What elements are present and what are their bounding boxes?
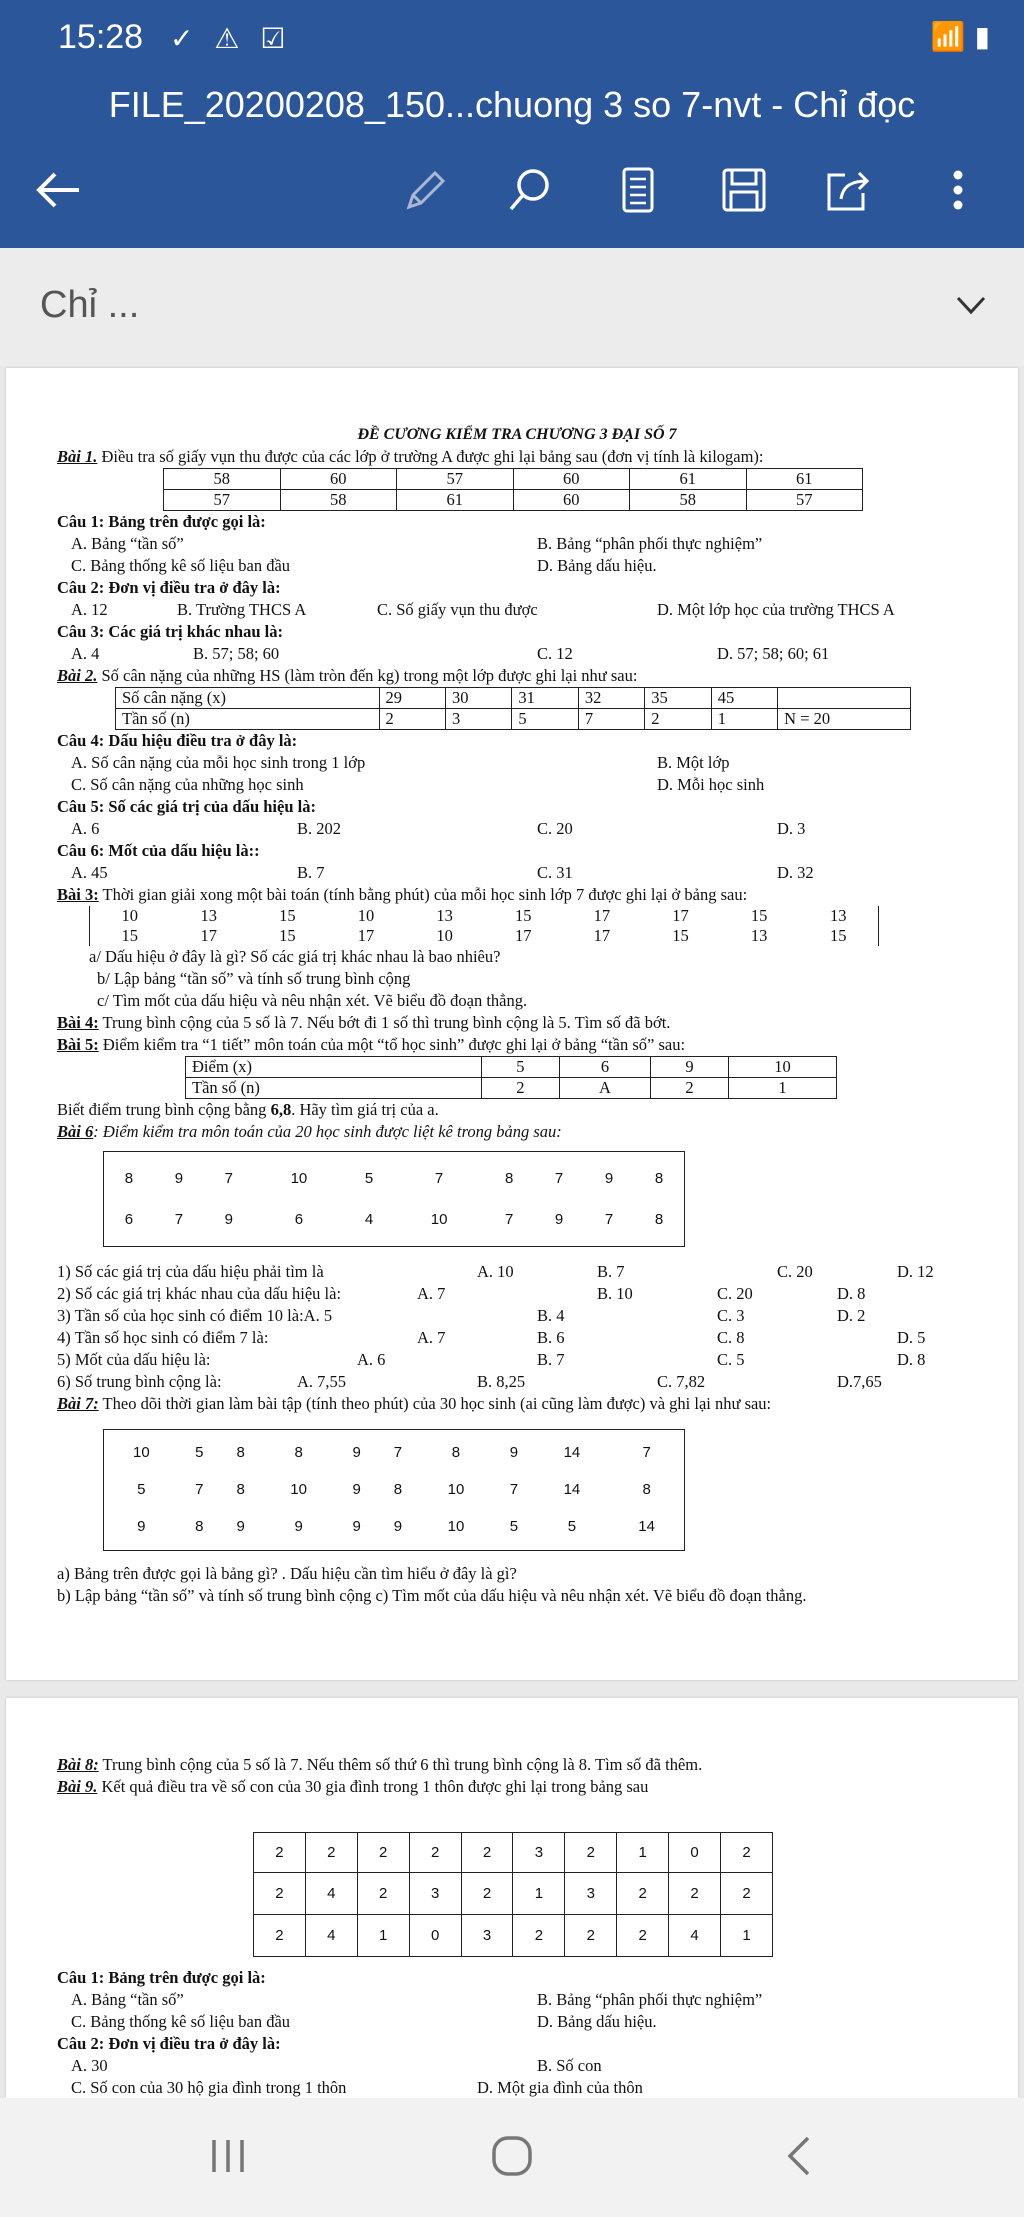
table-cell: Điểm (x) — [186, 1057, 482, 1078]
table-cell: 10 — [430, 1210, 448, 1228]
table-cell: 10 — [357, 906, 375, 925]
table-cell: 17 — [200, 926, 218, 945]
p2-c2-question: Câu 2: Đơn vị điều tra ở đây là: — [57, 2034, 281, 2053]
table-cell — [778, 688, 911, 709]
table-cell: 4 — [305, 1915, 357, 1957]
b1-text: Điều tra số giấy vụn thu được của các lớp ở trường A được ghi lại bảng sau (đơn vị tính là kilogam): — [97, 447, 764, 466]
pencil-icon — [401, 165, 451, 215]
q65: 5) Mốt của dấu hiệu là: — [57, 1350, 211, 1369]
system-nav-bar — [0, 2098, 1024, 2217]
table-cell: 7 — [434, 1169, 444, 1187]
arrow-left-icon — [33, 170, 83, 210]
table-cell: 8 — [642, 1480, 651, 1498]
option-b: B. Trường THCS A — [177, 600, 307, 619]
share-icon — [823, 165, 873, 215]
table-cell: 0 — [409, 1915, 461, 1957]
table-cell: 2 — [305, 1833, 357, 1873]
table-cell: 61 — [397, 490, 514, 511]
b2-text: Số cân nặng của những HS (làm tròn đến kg) trong một lớp được ghi lại như sau: — [97, 666, 638, 685]
table-cell: 2 — [254, 1833, 306, 1873]
option-c: C. 20 — [537, 819, 573, 838]
option-a: A. 6 — [71, 819, 100, 838]
table-cell: 17 — [593, 906, 611, 925]
b6-text: : Điểm kiểm tra môn toán của 20 học sinh được liệt kê trong bảng sau: — [93, 1122, 562, 1141]
q63: 3) Tần số của học sinh có điểm 10 là:A. 5 — [57, 1306, 333, 1325]
option-a: A. Bảng “tần số” — [71, 1990, 184, 2009]
table-cell: 3 — [409, 1873, 461, 1915]
option-b: B. Số con — [537, 2056, 602, 2075]
table-cell: 9 — [393, 1518, 403, 1536]
table-cell: 7 — [393, 1443, 403, 1461]
c2-question: Câu 2: Đơn vị điều tra ở đây là: — [57, 578, 281, 597]
b7-label: Bài 7: — [57, 1394, 99, 1413]
option-b: B. Bảng “phân phối thực nghiệm” — [537, 534, 763, 553]
option-c: C. 20 — [777, 1262, 813, 1281]
b1-label: Bài 1. — [57, 447, 98, 466]
c5-question: Câu 5: Số các giá trị của dấu hiệu là: — [57, 797, 316, 816]
table-cell: 10 — [447, 1518, 465, 1536]
option-b: B. 7 — [597, 1262, 625, 1281]
option-d: D. Mỗi học sinh — [657, 775, 765, 794]
table-cell: 2 — [461, 1833, 513, 1873]
option-b: B. 7 — [297, 863, 325, 882]
document-icon — [618, 165, 658, 215]
table-cell: Tần số (n) — [116, 709, 380, 730]
option-c: C. 20 — [717, 1284, 753, 1303]
option-a: A. 7,55 — [297, 1372, 347, 1391]
table-cell: 17 — [357, 926, 375, 945]
table-cell: 8 — [654, 1169, 664, 1187]
table-b2 — [115, 687, 911, 730]
option-c: C. Bảng thống kê số liệu ban đầu — [71, 2012, 291, 2031]
save-icon — [719, 165, 769, 215]
table-cell: Số cân nặng (x) — [116, 688, 380, 709]
option-c: C. 8 — [717, 1328, 745, 1347]
b8-text: Trung bình cộng của 5 số là 7. Nếu thêm số thứ 6 thì trung bình cộng là 8. Tìm số đã thêm. — [98, 1755, 703, 1774]
table-cell: 32 — [578, 688, 644, 709]
share-button[interactable] — [818, 160, 878, 220]
b3-text: Thời gian giải xong một bài toán (tính bằng phút) của mỗi học sinh lớp 7 được ghi lại ở bảng sau: — [98, 885, 748, 904]
c6-question: Câu 6: Mốt của dấu hiệu là:: — [57, 841, 260, 860]
table-cell: 58 — [630, 490, 747, 511]
option-c: C. 12 — [537, 644, 573, 663]
option-d: D.7,65 — [837, 1372, 882, 1391]
search-button[interactable] — [500, 160, 560, 220]
table-cell: 9 — [224, 1210, 234, 1228]
option-d: D. 57; 58; 60; 61 — [717, 644, 830, 663]
reading-view-button[interactable] — [608, 160, 668, 220]
table-cell: 1 — [617, 1833, 669, 1873]
option-d: D. 32 — [777, 863, 814, 882]
table-cell: 2 — [617, 1915, 669, 1957]
table-cell: 13 — [750, 926, 768, 945]
mode-bar[interactable] — [0, 248, 1024, 366]
option-d: D. 12 — [897, 1262, 934, 1281]
b9-text: Kết quả điều tra về số con của 30 gia đình trong 1 thôn được ghi lại trong bảng sau — [97, 1777, 649, 1796]
table-cell: 15 — [279, 926, 296, 945]
table-cell: 14 — [638, 1518, 655, 1536]
option-c: C. Số con của 30 hộ gia đình trong 1 thôn — [71, 2078, 347, 2097]
table-cell: 57 — [397, 469, 514, 490]
table-cell: 1 — [728, 1078, 836, 1099]
table-cell: 2 — [651, 1078, 729, 1099]
table-cell: 10 — [132, 1443, 150, 1461]
option-d: D. 2 — [837, 1306, 866, 1325]
table-cell: 58 — [164, 469, 281, 490]
table-cell: 2 — [482, 1078, 560, 1099]
b5-label: Bài 5: — [57, 1035, 99, 1054]
option-a: A. 4 — [71, 644, 100, 663]
table-cell: 60 — [280, 469, 397, 490]
table-cell: 1 — [711, 709, 777, 730]
save-button[interactable] — [714, 160, 774, 220]
table-cell: 6 — [559, 1057, 650, 1078]
b5-after-text-end: . Hãy tìm giá trị của a. — [291, 1100, 439, 1119]
option-c: C. Số cân nặng của những học sinh — [71, 775, 304, 794]
table-cell: 8 — [504, 1169, 514, 1187]
document-page-2 — [6, 1698, 1018, 2098]
b7-part-b: b) Lập bảng “tần số” và tính số trung bình cộng c) Tìm mốt của dấu hiệu và nêu nhận xét. Vẽ biểu đồ đoạn thẳng. — [57, 1586, 807, 1605]
table-cell: 10 — [121, 906, 138, 925]
table-cell: 2 — [645, 709, 711, 730]
table-cell: 45 — [711, 688, 777, 709]
table-cell: 7 — [504, 1210, 514, 1228]
table-cell: 31 — [512, 688, 578, 709]
table-cell: 8 — [654, 1210, 664, 1228]
option-a: A. 7 — [417, 1328, 446, 1347]
table-cell: 5 — [512, 709, 578, 730]
home-icon[interactable] — [490, 2134, 534, 2178]
table-cell: 8 — [451, 1443, 461, 1461]
b3-part-c: c/ Tìm mốt của dấu hiệu và nêu nhận xét. Vẽ biểu đồ đoạn thẳng. — [97, 991, 528, 1010]
table-cell: 5 — [567, 1518, 577, 1536]
table-cell: 2 — [461, 1873, 513, 1915]
table-cell: 13 — [436, 906, 453, 925]
table-cell: 15 — [672, 926, 689, 945]
table-cell: 2 — [379, 709, 445, 730]
p2-c1-question: Câu 1: Bảng trên được gọi là: — [57, 1968, 266, 1987]
option-a: A. 45 — [71, 863, 108, 882]
option-d: D. 8 — [837, 1284, 866, 1303]
q62: 2) Số các giá trị khác nhau của dấu hiệu là: — [57, 1284, 342, 1303]
q66: 6) Số trung bình cộng là: — [57, 1372, 222, 1391]
table-cell: 4 — [364, 1210, 374, 1228]
table-cell: 8 — [236, 1480, 245, 1498]
table-cell: 4 — [669, 1915, 721, 1957]
option-b: B. 57; 58; 60 — [193, 644, 280, 663]
table-cell: 17 — [514, 926, 532, 945]
table-cell: 3 — [513, 1833, 565, 1873]
table-cell: 9 — [604, 1169, 614, 1187]
table-cell: 3 — [565, 1873, 617, 1915]
table-b9 — [253, 1832, 773, 1957]
table-cell: 8 — [124, 1169, 134, 1187]
option-d: D. Bảng dấu hiệu. — [537, 2012, 657, 2031]
option-a: A. 30 — [71, 2056, 108, 2075]
table-cell: 8 — [294, 1443, 303, 1461]
table-cell: 57 — [746, 490, 863, 511]
option-d: D. Một gia đình của thôn — [477, 2078, 643, 2097]
table-cell: 5 — [482, 1057, 560, 1078]
table-cell: 2 — [565, 1915, 617, 1957]
table-cell: 9 — [352, 1480, 361, 1498]
table-cell: 15 — [829, 926, 847, 945]
table-cell: 1 — [721, 1915, 773, 1957]
table-b7 — [103, 1429, 685, 1551]
table-cell: 13 — [200, 906, 218, 925]
table-cell: 14 — [563, 1480, 581, 1498]
b3-label: Bài 3: — [57, 885, 99, 904]
option-d: D. 3 — [777, 819, 806, 838]
b5-after-text: Biết điểm trung bình cộng bằng — [57, 1100, 271, 1119]
edit-button[interactable] — [396, 160, 456, 220]
table-cell: 7 — [554, 1169, 564, 1187]
option-b: B. 6 — [537, 1328, 565, 1347]
table-cell: 15 — [279, 906, 296, 925]
table-cell: 60 — [513, 490, 630, 511]
c3-question: Câu 3: Các giá trị khác nhau là: — [57, 622, 283, 641]
b6-label: Bài 6 — [57, 1122, 94, 1141]
table-cell: 14 — [563, 1443, 581, 1461]
table-cell: 7 — [195, 1480, 204, 1498]
option-b: B. Bảng “phân phối thực nghiệm” — [537, 1990, 763, 2009]
option-a: A. Số cân nặng của mỗi học sinh trong 1 lớp — [71, 753, 366, 772]
option-c: C. 5 — [717, 1350, 745, 1369]
recent-apps-icon[interactable] — [206, 2136, 250, 2176]
option-b: B. 8,25 — [477, 1372, 526, 1391]
table-cell: 9 — [174, 1169, 184, 1187]
table-cell: 3 — [461, 1915, 513, 1957]
table-b3 — [89, 906, 879, 946]
table-cell: A — [559, 1078, 650, 1099]
option-b: B. 4 — [537, 1306, 565, 1325]
table-cell: 5 — [137, 1480, 146, 1498]
table-cell: 61 — [630, 469, 747, 490]
table-b6 — [103, 1151, 685, 1247]
b8-label: Bài 8: — [57, 1755, 99, 1774]
b7-part-a: a) Bảng trên được gọi là bảng gì? . Dấu hiệu cần tìm hiểu ở đây là gì? — [57, 1564, 517, 1583]
option-c: C. 31 — [537, 863, 573, 882]
table-cell: 5 — [364, 1169, 374, 1187]
table-cell: 7 — [642, 1443, 651, 1461]
table-cell: 61 — [746, 469, 863, 490]
mode-label: Chỉ ... — [40, 284, 140, 326]
table-cell: 7 — [224, 1169, 234, 1187]
table-cell: 10 — [290, 1480, 307, 1498]
option-c: C. Bảng thống kê số liệu ban đầu — [71, 556, 291, 575]
table-cell: 9 — [554, 1210, 564, 1228]
option-b: B. 7 — [537, 1350, 565, 1369]
option-b: B. 202 — [297, 819, 342, 838]
more-options-button[interactable] — [928, 160, 988, 220]
table-cell: 7 — [604, 1210, 614, 1228]
app-bar — [0, 0, 1024, 248]
option-c: C. 3 — [717, 1306, 745, 1325]
status-time: 15:28 — [58, 18, 144, 56]
table-cell: 7 — [174, 1210, 184, 1228]
table-cell: 17 — [593, 926, 611, 945]
b3-part-b: b/ Lập bảng “tần số” và tính số trung bình cộng — [97, 969, 411, 988]
table-cell: 10 — [290, 1169, 308, 1187]
b2-label: Bài 2. — [57, 666, 98, 685]
option-b: B. 10 — [597, 1284, 633, 1303]
table-cell: 0 — [669, 1833, 721, 1873]
option-c: C. Số giấy vụn thu được — [377, 600, 538, 619]
table-cell: 8 — [195, 1518, 204, 1536]
table-cell: 7 — [509, 1480, 519, 1498]
notification-icons: ✓ ⚠ ☑ — [170, 22, 292, 55]
document-title: FILE_20200208_150...chuong 3 so 7-nvt - Chỉ đọc — [108, 84, 916, 125]
option-a: A. 7 — [417, 1284, 446, 1303]
search-icon — [505, 165, 555, 215]
table-b5 — [185, 1056, 837, 1099]
table-cell: 15 — [750, 906, 768, 925]
option-c: C. 7,82 — [657, 1372, 706, 1391]
b4-text: Trung bình cộng của 5 số là 7. Nếu bớt đi 1 số thì trung bình cộng là 5. Tìm số đã bớt. — [98, 1013, 671, 1032]
table-cell: 9 — [236, 1518, 245, 1536]
table-cell: 2 — [721, 1833, 773, 1873]
table-cell: 60 — [513, 469, 630, 490]
table-cell: 58 — [280, 490, 397, 511]
option-b: B. Một lớp — [657, 753, 730, 772]
table-cell: 1 — [513, 1873, 565, 1915]
table-cell: 8 — [393, 1480, 403, 1498]
table-cell: 9 — [651, 1057, 729, 1078]
b4-label: Bài 4: — [57, 1013, 99, 1032]
table-cell: 3 — [445, 709, 511, 730]
b9-label: Bài 9. — [57, 1777, 98, 1796]
table-cell: 2 — [565, 1833, 617, 1873]
table-cell: 15 — [121, 926, 138, 945]
table-cell: 10 — [728, 1057, 836, 1078]
table-cell: N = 20 — [778, 709, 911, 730]
table-cell: Tần số (n) — [186, 1078, 482, 1099]
more-vertical-icon — [948, 165, 968, 215]
doc-title: ĐỀ CƯƠNG KIỂM TRA CHƯƠNG 3 ĐẠI SỐ 7 — [357, 426, 677, 443]
table-cell: 13 — [829, 906, 847, 925]
table-cell: 9 — [137, 1518, 146, 1536]
option-a: A. 6 — [357, 1350, 386, 1369]
b3-part-a: a/ Dấu hiệu ở đây là gì? Số các giá trị khác nhau là bao nhiêu? — [89, 947, 501, 966]
table-cell: 15 — [514, 906, 532, 925]
table-cell: 57 — [164, 490, 281, 511]
table-cell: 5 — [195, 1443, 204, 1461]
table-cell: 2 — [409, 1833, 461, 1873]
table-cell: 2 — [617, 1873, 669, 1915]
b5-mean-value: 6,8 — [270, 1100, 292, 1119]
q64: 4) Tần số học sinh có điểm 7 là: — [57, 1328, 269, 1347]
q61: 1) Số các giá trị của dấu hiệu phải tìm là — [57, 1262, 324, 1281]
signal-battery-icons: 📶 ▮ — [930, 20, 990, 53]
table-cell: 2 — [254, 1873, 306, 1915]
back-button[interactable] — [28, 160, 88, 220]
table-cell: 9 — [509, 1443, 519, 1461]
table-cell: 2 — [254, 1915, 306, 1957]
option-d: D. 8 — [897, 1350, 926, 1369]
option-d: D. Bảng dấu hiệu. — [537, 556, 657, 575]
table-cell: 9 — [294, 1518, 303, 1536]
table-cell: 7 — [578, 709, 644, 730]
table-cell: 2 — [357, 1833, 409, 1873]
table-cell: 2 — [669, 1873, 721, 1915]
table-cell: 10 — [447, 1480, 465, 1498]
table-cell: 10 — [436, 926, 453, 945]
table-cell: 2 — [357, 1873, 409, 1915]
table-cell: 5 — [509, 1518, 519, 1536]
option-a: A. 12 — [71, 600, 108, 619]
option-a: A. 10 — [477, 1262, 514, 1281]
option-d: D. 5 — [897, 1328, 926, 1347]
b5-text: Điểm kiểm tra “1 tiết” môn toán của một “tổ học sinh” được ghi lại ở bảng “tần số” sau: — [98, 1035, 686, 1054]
document-page-1 — [6, 368, 1018, 1680]
table-cell: 2 — [721, 1873, 773, 1915]
c1-question: Câu 1: Bảng trên được gọi là: — [57, 512, 266, 531]
table-cell: 30 — [445, 688, 511, 709]
table-cell: 9 — [352, 1518, 361, 1536]
table-cell: 6 — [294, 1210, 304, 1228]
b7-text: Theo dõi thời gian làm bài tập (tính theo phút) của 30 học sinh (ai cũng làm được) và ghi lại như sau: — [98, 1394, 772, 1413]
table-cell: 1 — [357, 1915, 409, 1957]
table-cell: 17 — [672, 906, 689, 925]
table-b1 — [163, 468, 863, 511]
table-cell: 4 — [305, 1873, 357, 1915]
chevron-down-icon[interactable] — [954, 288, 988, 322]
option-d: D. Một lớp học của trường THCS A — [657, 600, 895, 619]
table-cell: 2 — [513, 1915, 565, 1957]
table-cell: 35 — [645, 688, 711, 709]
table-cell: 29 — [379, 688, 445, 709]
table-cell: 6 — [124, 1210, 134, 1228]
option-a: A. Bảng “tần số” — [71, 534, 184, 553]
table-cell: 9 — [352, 1443, 361, 1461]
table-cell: 8 — [236, 1443, 245, 1461]
back-nav-icon[interactable] — [782, 2134, 816, 2178]
c4-question: Câu 4: Dấu hiệu điều tra ở đây là: — [57, 731, 298, 750]
